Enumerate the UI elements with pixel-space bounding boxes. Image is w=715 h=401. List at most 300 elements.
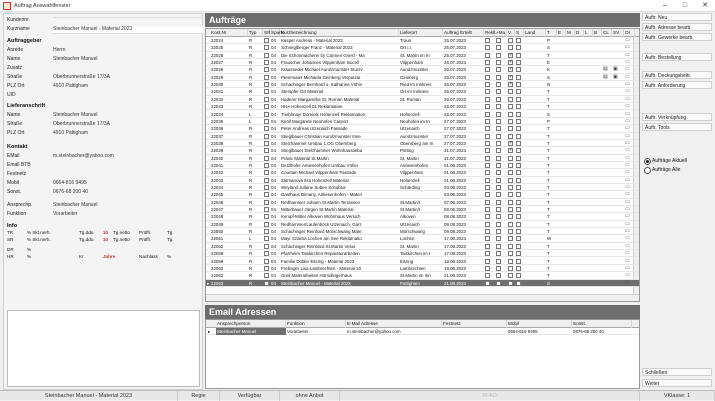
folder-icon[interactable]: ▭ <box>625 81 630 88</box>
checkbox[interactable] <box>516 156 521 161</box>
column-header[interactable]: D <box>575 29 584 37</box>
field-value[interactable]: Herrn <box>53 47 66 53</box>
checkbox[interactable] <box>485 97 490 102</box>
field-value[interactable]: Steinbacher Manuel <box>53 56 98 62</box>
checkbox[interactable] <box>264 281 269 286</box>
checkbox[interactable] <box>508 200 513 205</box>
field-value[interactable]: 0676-68 200 40 <box>53 189 89 195</box>
checkbox[interactable] <box>508 207 513 212</box>
column-header[interactable]: L <box>584 29 593 37</box>
checkbox[interactable] <box>516 281 521 286</box>
folder-icon[interactable]: ▭ <box>625 206 630 213</box>
table-row[interactable] <box>206 206 639 213</box>
checkbox[interactable] <box>516 104 521 109</box>
field-value[interactable]: Steinbacher Manuel - Material 2023 <box>53 26 203 34</box>
checkbox[interactable] <box>508 266 513 271</box>
folder-icon[interactable]: ▭ <box>625 88 630 95</box>
checkbox[interactable] <box>496 259 501 264</box>
checkbox[interactable] <box>485 178 490 183</box>
checkbox[interactable] <box>496 185 501 190</box>
checkbox[interactable] <box>508 163 513 168</box>
action-button[interactable]: Auftr. Verknüpfung <box>642 113 712 121</box>
checkbox[interactable] <box>485 207 490 212</box>
column-header[interactable]: CL <box>602 29 612 37</box>
folder-icon[interactable]: ▭ <box>625 220 630 227</box>
field-value[interactable]: Steinbacher Manuel <box>53 202 98 208</box>
folder-icon[interactable]: ▭ <box>625 51 630 58</box>
field-value[interactable]: Oberbrunnerstraße 17/3A <box>53 74 110 80</box>
checkbox[interactable] <box>485 38 490 43</box>
document-icon[interactable]: ▤ <box>603 66 608 73</box>
column-header[interactable]: T <box>546 29 557 37</box>
column-header[interactable]: SR <box>264 30 271 35</box>
column-header[interactable]: V <box>507 29 515 37</box>
action-button[interactable]: Auftr. Bestellung <box>642 53 712 61</box>
checkbox[interactable] <box>508 60 513 65</box>
checkbox[interactable] <box>485 67 490 72</box>
checkbox[interactable] <box>496 148 501 153</box>
table-row[interactable] <box>206 147 639 154</box>
column-header[interactable]: Or <box>624 29 635 37</box>
checkbox[interactable] <box>264 222 269 227</box>
folder-icon[interactable]: ▭ <box>625 132 630 139</box>
checkbox[interactable] <box>508 192 513 197</box>
checkbox[interactable] <box>516 119 521 124</box>
checkbox[interactable] <box>516 222 521 227</box>
table-row[interactable] <box>206 162 639 169</box>
checkbox[interactable] <box>264 134 269 139</box>
checkbox[interactable] <box>516 89 521 94</box>
folder-icon[interactable]: ▭ <box>625 272 630 279</box>
table-row[interactable] <box>206 272 639 279</box>
action-button[interactable]: Auftr. Anforderung <box>642 81 712 89</box>
table-row[interactable] <box>206 74 639 81</box>
checkbox[interactable] <box>508 236 513 241</box>
checkbox[interactable] <box>485 266 490 271</box>
checkbox[interactable] <box>264 97 269 102</box>
checkbox[interactable] <box>264 244 269 249</box>
table-row[interactable] <box>206 133 639 140</box>
checkbox[interactable] <box>264 156 269 161</box>
action-button[interactable]: Auftr. Gewerke bearb. <box>642 33 712 41</box>
checkbox[interactable] <box>496 251 501 256</box>
notes-area[interactable] <box>7 310 200 387</box>
checkbox[interactable] <box>485 45 490 50</box>
checkbox[interactable] <box>496 89 501 94</box>
checkbox[interactable] <box>264 45 269 50</box>
table-row[interactable] <box>206 250 639 257</box>
checkbox[interactable] <box>516 134 521 139</box>
table-row[interactable] <box>206 235 639 242</box>
checkbox[interactable] <box>508 104 513 109</box>
checkbox[interactable] <box>264 60 269 65</box>
folder-icon[interactable]: ▭ <box>625 125 630 132</box>
checkbox[interactable] <box>264 266 269 271</box>
folder-icon[interactable]: ▭ <box>625 66 630 73</box>
checkbox[interactable] <box>508 170 513 175</box>
checkbox[interactable] <box>516 67 521 72</box>
checkbox[interactable] <box>508 178 513 183</box>
checkbox[interactable] <box>496 141 501 146</box>
table-row[interactable] <box>206 328 639 335</box>
checkbox[interactable] <box>485 170 490 175</box>
column-header[interactable]: Ansprechperson <box>216 320 286 328</box>
table-row[interactable] <box>206 118 639 125</box>
checkbox[interactable] <box>508 148 513 153</box>
table-row[interactable] <box>206 37 639 44</box>
checkbox[interactable] <box>496 53 501 58</box>
checkbox[interactable] <box>264 236 269 241</box>
checkbox[interactable] <box>496 97 501 102</box>
checkbox[interactable] <box>508 156 513 161</box>
table-row[interactable] <box>206 66 639 73</box>
checkbox[interactable] <box>516 45 521 50</box>
folder-icon[interactable]: ▭ <box>625 161 630 168</box>
checkbox[interactable] <box>264 185 269 190</box>
folder-icon[interactable]: ▭ <box>625 44 630 51</box>
table-row[interactable] <box>206 177 639 184</box>
column-header[interactable]: Kurzbezeichnung <box>280 29 399 37</box>
checkbox[interactable] <box>496 45 501 50</box>
checkbox[interactable] <box>496 192 501 197</box>
checkbox[interactable] <box>508 89 513 94</box>
checkbox[interactable] <box>485 185 490 190</box>
folder-icon[interactable]: ▭ <box>625 257 630 264</box>
checkbox[interactable] <box>485 236 490 241</box>
checkbox[interactable] <box>508 222 513 227</box>
table-row[interactable] <box>206 44 639 51</box>
checkbox[interactable] <box>496 104 501 109</box>
checkbox[interactable] <box>516 214 521 219</box>
checkbox[interactable] <box>508 112 513 117</box>
orders-horizontal-scrollbar[interactable] <box>206 294 639 301</box>
table-row[interactable] <box>206 199 639 206</box>
checkbox[interactable] <box>485 163 490 168</box>
checkbox[interactable] <box>485 214 490 219</box>
folder-icon[interactable]: ▭ <box>625 73 630 80</box>
folder-icon[interactable]: ▭ <box>625 103 630 110</box>
column-header[interactable]: Festnetz <box>442 320 507 328</box>
checkbox[interactable] <box>508 67 513 72</box>
checkbox[interactable] <box>485 104 490 109</box>
checkbox[interactable] <box>508 53 513 58</box>
checkbox[interactable] <box>508 38 513 43</box>
column-header[interactable]: Typ <box>248 29 263 37</box>
folder-icon[interactable]: ▭ <box>625 110 630 117</box>
column-header[interactable]: Sonst. <box>572 320 632 328</box>
checkbox[interactable] <box>264 141 269 146</box>
folder-icon[interactable]: ▭ <box>625 198 630 205</box>
checkbox[interactable] <box>508 229 513 234</box>
column-header[interactable]: SV <box>612 29 624 37</box>
checkbox[interactable] <box>496 67 501 72</box>
column-header[interactable]: E-Mail Adresse <box>346 320 442 328</box>
close-button[interactable]: ✕ <box>702 2 708 9</box>
checkbox[interactable] <box>264 148 269 153</box>
action-button[interactable]: Auftr. Neu <box>642 13 712 21</box>
checkbox[interactable] <box>496 178 501 183</box>
field-value[interactable]: Vorarbeiter <box>53 211 78 217</box>
checkbox[interactable] <box>264 170 269 175</box>
checkbox[interactable] <box>485 134 490 139</box>
checkbox[interactable] <box>516 207 521 212</box>
checkbox[interactable] <box>516 259 521 264</box>
checkbox[interactable] <box>485 281 490 286</box>
checkbox[interactable] <box>508 97 513 102</box>
checkbox[interactable] <box>485 75 490 80</box>
checkbox[interactable] <box>485 259 490 264</box>
checkbox[interactable] <box>264 67 269 72</box>
checkbox[interactable] <box>516 200 521 205</box>
checkbox[interactable] <box>485 53 490 58</box>
action-button[interactable]: Auftr. Deckungsbeitr. <box>642 71 712 79</box>
minimize-button[interactable]: – <box>663 2 667 9</box>
checkbox[interactable] <box>485 200 490 205</box>
checkbox[interactable] <box>496 281 501 286</box>
field-value[interactable]: Oberbrunnerstraße 17/3A <box>53 121 110 127</box>
checkbox[interactable] <box>496 119 501 124</box>
checkbox[interactable] <box>485 112 490 117</box>
action-button[interactable]: Auftr. Tools <box>642 123 712 131</box>
car-icon[interactable]: ▣ <box>613 73 618 80</box>
table-row[interactable] <box>206 155 639 162</box>
field-value[interactable]: 0664-816 9495 <box>53 180 87 186</box>
table-row[interactable] <box>206 258 639 265</box>
column-header[interactable]: B <box>593 29 602 37</box>
checkbox[interactable] <box>496 200 501 205</box>
checkbox[interactable] <box>508 134 513 139</box>
checkbox[interactable] <box>516 229 521 234</box>
folder-icon[interactable]: ▭ <box>625 139 630 146</box>
field-value[interactable] <box>53 17 203 18</box>
checkbox[interactable] <box>264 82 269 87</box>
column-header[interactable]: M <box>566 29 575 37</box>
table-row[interactable] <box>206 140 639 147</box>
checkbox[interactable] <box>508 126 513 131</box>
checkbox[interactable] <box>496 82 501 87</box>
filter-radio[interactable]: Aufträge Alle <box>644 166 710 174</box>
checkbox[interactable] <box>485 156 490 161</box>
checkbox[interactable] <box>496 134 501 139</box>
table-row[interactable] <box>206 184 639 191</box>
checkbox[interactable] <box>516 251 521 256</box>
checkbox[interactable] <box>516 170 521 175</box>
checkbox[interactable] <box>516 38 521 43</box>
checkbox[interactable] <box>485 192 490 197</box>
checkbox[interactable] <box>508 259 513 264</box>
field-value[interactable]: 4910 Pattigham <box>53 83 89 89</box>
checkbox[interactable] <box>485 229 490 234</box>
column-header[interactable]: Kost.Nr <box>210 29 248 37</box>
folder-icon[interactable]: ▭ <box>625 147 630 154</box>
checkbox[interactable] <box>264 163 269 168</box>
checkbox[interactable] <box>516 75 521 80</box>
checkbox[interactable] <box>496 112 501 117</box>
column-header[interactable]: Reklt. <box>485 30 497 35</box>
folder-icon[interactable]: ▭ <box>625 242 630 249</box>
folder-icon[interactable]: ▭ <box>625 191 630 198</box>
checkbox[interactable] <box>264 200 269 205</box>
checkbox[interactable] <box>264 53 269 58</box>
folder-icon[interactable]: ▭ <box>625 235 630 242</box>
checkbox[interactable] <box>516 60 521 65</box>
checkbox[interactable] <box>496 163 501 168</box>
checkbox[interactable] <box>485 141 490 146</box>
checkbox[interactable] <box>508 119 513 124</box>
table-row[interactable] <box>206 213 639 220</box>
folder-icon[interactable]: ▭ <box>625 176 630 183</box>
column-header[interactable]: Mobil <box>507 320 572 328</box>
checkbox[interactable] <box>496 170 501 175</box>
checkbox[interactable] <box>496 222 501 227</box>
checkbox[interactable] <box>516 244 521 249</box>
checkbox[interactable] <box>264 273 269 278</box>
checkbox[interactable] <box>508 82 513 87</box>
car-icon[interactable]: ▣ <box>613 66 618 73</box>
checkbox[interactable] <box>508 141 513 146</box>
checkbox[interactable] <box>485 60 490 65</box>
folder-icon[interactable]: ▭ <box>625 37 630 43</box>
column-header[interactable]: S <box>515 29 524 37</box>
folder-icon[interactable]: ▭ <box>625 264 630 271</box>
checkbox[interactable] <box>496 236 501 241</box>
folder-icon[interactable]: ▭ <box>625 169 630 176</box>
checkbox[interactable] <box>516 178 521 183</box>
checkbox[interactable] <box>496 266 501 271</box>
checkbox[interactable] <box>516 141 521 146</box>
checkbox[interactable] <box>516 185 521 190</box>
table-row[interactable] <box>206 265 639 272</box>
action-button[interactable]: Auftr. Adresse bearb. <box>642 23 712 31</box>
checkbox[interactable] <box>516 192 521 197</box>
column-header[interactable]: Lieferort <box>399 29 443 37</box>
checkbox[interactable] <box>496 126 501 131</box>
folder-icon[interactable]: ▭ <box>625 184 630 190</box>
checkbox[interactable] <box>496 75 501 80</box>
checkbox[interactable] <box>508 75 513 80</box>
checkbox[interactable] <box>264 38 269 43</box>
column-header[interactable]: Funktion <box>286 320 346 328</box>
folder-icon[interactable]: ▭ <box>625 279 630 286</box>
filter-radio[interactable]: Aufträge Aktuell <box>644 157 710 165</box>
table-row[interactable] <box>206 169 639 176</box>
checkbox[interactable] <box>485 82 490 87</box>
folder-icon[interactable]: ▭ <box>625 154 630 161</box>
checkbox[interactable] <box>264 207 269 212</box>
checkbox[interactable] <box>516 112 521 117</box>
maximize-button[interactable]: □ <box>682 2 688 9</box>
checkbox[interactable] <box>485 244 490 249</box>
table-row[interactable] <box>206 52 639 59</box>
close-window-button[interactable]: Schließen <box>642 368 712 376</box>
checkbox[interactable] <box>264 119 269 124</box>
checkbox[interactable] <box>508 251 513 256</box>
table-row[interactable] <box>206 88 639 95</box>
checkbox[interactable] <box>485 273 490 278</box>
checkbox[interactable] <box>264 251 269 256</box>
checkbox[interactable] <box>485 222 490 227</box>
table-row[interactable] <box>206 228 639 235</box>
checkbox[interactable] <box>264 75 269 80</box>
checkbox[interactable] <box>496 207 501 212</box>
checkbox[interactable] <box>516 82 521 87</box>
checkbox[interactable] <box>496 229 501 234</box>
column-header[interactable]: E <box>557 29 566 37</box>
table-row[interactable] <box>206 221 639 228</box>
checkbox[interactable] <box>264 126 269 131</box>
checkbox[interactable] <box>496 214 501 219</box>
checkbox[interactable] <box>485 126 490 131</box>
checkbox[interactable] <box>485 89 490 94</box>
checkbox[interactable] <box>264 214 269 219</box>
folder-icon[interactable]: ▭ <box>625 59 630 66</box>
table-row[interactable] <box>206 280 639 287</box>
table-row[interactable] <box>206 59 639 66</box>
checkbox[interactable] <box>516 163 521 168</box>
checkbox[interactable] <box>508 273 513 278</box>
checkbox[interactable] <box>485 119 490 124</box>
checkbox[interactable] <box>516 126 521 131</box>
checkbox[interactable] <box>485 251 490 256</box>
table-row[interactable] <box>206 125 639 132</box>
table-row[interactable] <box>206 191 639 198</box>
checkbox[interactable] <box>264 192 269 197</box>
checkbox[interactable] <box>496 244 501 249</box>
column-header[interactable]: Sparte <box>271 30 285 35</box>
checkbox[interactable] <box>264 178 269 183</box>
field-value[interactable]: 4910 Pattigham <box>53 130 89 136</box>
checkbox[interactable] <box>516 53 521 58</box>
field-value[interactable]: Steinbacher Manuel <box>53 112 98 118</box>
table-row[interactable] <box>206 111 639 118</box>
continue-button[interactable]: Weiter <box>642 379 712 387</box>
checkbox[interactable] <box>508 281 513 286</box>
checkbox[interactable] <box>496 273 501 278</box>
table-row[interactable] <box>206 81 639 88</box>
checkbox[interactable] <box>496 60 501 65</box>
checkbox[interactable] <box>516 266 521 271</box>
checkbox[interactable] <box>496 38 501 43</box>
checkbox[interactable] <box>508 185 513 190</box>
folder-icon[interactable]: ▭ <box>625 228 630 235</box>
checkbox[interactable] <box>516 97 521 102</box>
folder-icon[interactable]: ▭ <box>625 213 630 220</box>
checkbox[interactable] <box>508 244 513 249</box>
table-row[interactable] <box>206 96 639 103</box>
column-header[interactable]: +Ma <box>496 30 506 35</box>
table-row[interactable] <box>206 243 639 250</box>
checkbox[interactable] <box>516 236 521 241</box>
checkbox[interactable] <box>264 259 269 264</box>
field-value[interactable]: m.steinbacher@yahoo.com <box>53 153 114 159</box>
column-header[interactable]: Land <box>524 29 546 37</box>
checkbox[interactable] <box>508 214 513 219</box>
checkbox[interactable] <box>516 273 521 278</box>
folder-icon[interactable]: ▭ <box>625 250 630 257</box>
checkbox[interactable] <box>516 148 521 153</box>
checkbox[interactable] <box>264 229 269 234</box>
checkbox[interactable] <box>264 89 269 94</box>
folder-icon[interactable]: ▭ <box>625 117 630 124</box>
document-icon[interactable]: ▤ <box>603 73 608 80</box>
folder-icon[interactable]: ▭ <box>625 95 630 102</box>
column-header[interactable]: Auftrag Erteilt <box>443 29 484 37</box>
checkbox[interactable] <box>264 104 269 109</box>
checkbox[interactable] <box>264 112 269 117</box>
table-row[interactable] <box>206 103 639 110</box>
checkbox[interactable] <box>496 156 501 161</box>
checkbox[interactable] <box>485 148 490 153</box>
